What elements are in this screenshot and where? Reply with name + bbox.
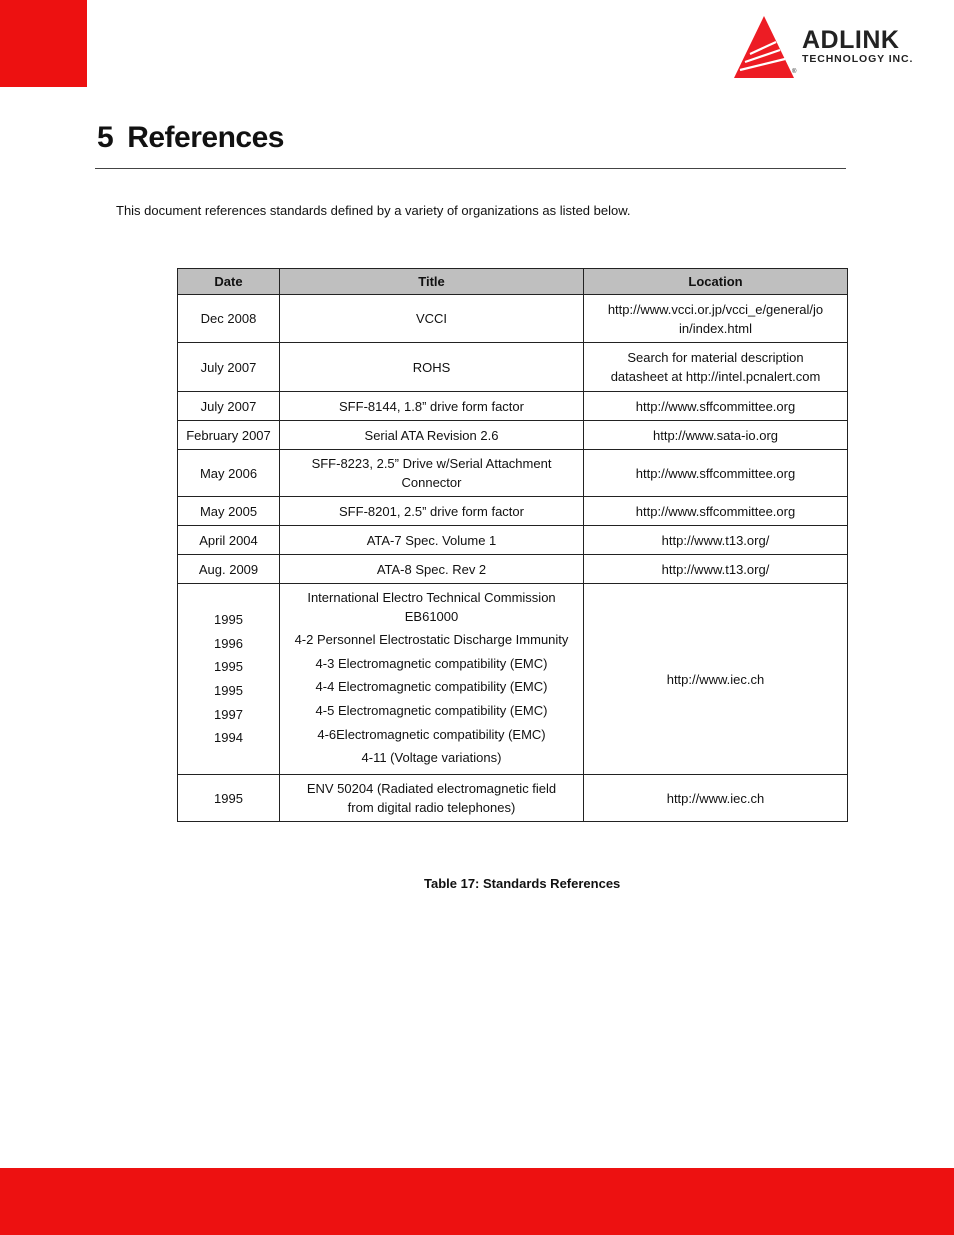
- date-line: 1995: [214, 659, 243, 675]
- col-header-date: Date: [178, 269, 280, 295]
- heading-divider: [95, 168, 846, 169]
- standard-part: 4-2 Personnel Electrostatic Discharge Immunity: [294, 632, 569, 648]
- title-line: Connector: [401, 475, 462, 490]
- intro-paragraph: This document references standards defined by a variety of organizations as listed below.: [116, 203, 631, 218]
- title-line: International Electro Technical Commission: [307, 590, 556, 606]
- cell-title: [280, 775, 584, 822]
- cell-date: February 2007: [178, 421, 280, 450]
- section-title: References: [127, 121, 284, 154]
- table-row: [178, 392, 848, 421]
- section-number: 5: [97, 121, 114, 154]
- cell-date: May 2005: [178, 497, 280, 526]
- adlink-triangle-logo-icon: [730, 14, 796, 80]
- location-line: Search for material description: [627, 350, 804, 365]
- cell-title: ROHS: [280, 343, 584, 392]
- table-row: [178, 497, 848, 526]
- cell-location: http://www.iec.ch: [584, 584, 848, 775]
- cell-location: http://www.t13.org/: [584, 555, 848, 584]
- cell-date: April 2004: [178, 526, 280, 555]
- standard-part: 4-6Electromagnetic compatibility (EMC): [317, 726, 546, 742]
- date-line: 1995: [214, 683, 243, 698]
- logo-wordmark: ADLINK: [802, 26, 900, 54]
- table-row: [178, 555, 848, 584]
- cell-location: [584, 343, 848, 392]
- cell-title: SFF-8144, 1.8” drive form factor: [280, 392, 584, 421]
- cell-location: [584, 295, 848, 343]
- cell-location: http://www.sata-io.org: [584, 421, 848, 450]
- cell-date: 1995: [178, 775, 280, 822]
- date-line: 1996: [214, 635, 243, 651]
- cell-title: VCCI: [280, 295, 584, 343]
- footer-red-bar: [0, 1168, 954, 1235]
- adlink-logo: [730, 14, 940, 80]
- location-line: in/index.html: [679, 320, 752, 336]
- table-row-iec: [178, 584, 848, 775]
- references-table: [177, 268, 848, 822]
- table-row: [178, 421, 848, 450]
- table-row: [178, 343, 848, 392]
- cell-location: http://www.sffcommittee.org: [584, 392, 848, 421]
- standard-part: 4-5 Electromagnetic compatibility (EMC): [315, 703, 548, 718]
- cell-title-list: [280, 584, 584, 775]
- date-line: 1995: [214, 612, 243, 628]
- logo-subtitle: TECHNOLOGY INC.: [802, 53, 914, 65]
- cell-location: http://www.sffcommittee.org: [584, 497, 848, 526]
- location-line: datasheet at http://intel.pcnalert.com: [610, 369, 821, 384]
- title-line: SFF-8223, 2.5” Drive w/Serial Attachment: [311, 456, 552, 471]
- cell-title: Serial ATA Revision 2.6: [280, 421, 584, 450]
- table-row: [178, 450, 848, 497]
- title-line: from digital radio telephones): [347, 800, 516, 815]
- standard-part: 4-11 (Voltage variations): [361, 750, 502, 766]
- col-header-location: Location: [584, 269, 848, 295]
- table-row: [178, 295, 848, 343]
- cell-date: May 2006: [178, 450, 280, 497]
- header-red-block: [0, 0, 87, 87]
- cell-location: http://www.iec.ch: [584, 775, 848, 822]
- cell-date: July 2007: [178, 392, 280, 421]
- table-header-row: [178, 269, 848, 295]
- cell-date: July 2007: [178, 343, 280, 392]
- table-row: [178, 775, 848, 822]
- location-line: http://www.vcci.or.jp/vcci_e/general/jo: [607, 301, 824, 317]
- title-line: ENV 50204 (Radiated electromagnetic field: [306, 781, 557, 796]
- cell-title: ATA-8 Spec. Rev 2: [280, 555, 584, 584]
- cell-date: Aug. 2009: [178, 555, 280, 584]
- standard-part: 4-4 Electromagnetic compatibility (EMC): [315, 679, 548, 695]
- cell-date: Dec 2008: [178, 295, 280, 343]
- cell-location: http://www.t13.org/: [584, 526, 848, 555]
- section-heading: [97, 120, 284, 156]
- date-line: 1997: [214, 706, 243, 722]
- standard-part: 4-3 Electromagnetic compatibility (EMC): [315, 655, 548, 671]
- table-row: [178, 526, 848, 555]
- cell-title: SFF-8201, 2.5” drive form factor: [280, 497, 584, 526]
- cell-title: [280, 450, 584, 497]
- cell-dates-list: [178, 584, 280, 775]
- cell-title: ATA-7 Spec. Volume 1: [280, 526, 584, 555]
- title-line: EB61000: [404, 609, 459, 625]
- date-line: 1994: [214, 730, 243, 746]
- cell-location: http://www.sffcommittee.org: [584, 450, 848, 497]
- col-header-title: Title: [280, 269, 584, 295]
- table-caption: Table 17: Standards References: [424, 876, 621, 891]
- logo-registered-mark: ®: [792, 69, 797, 75]
